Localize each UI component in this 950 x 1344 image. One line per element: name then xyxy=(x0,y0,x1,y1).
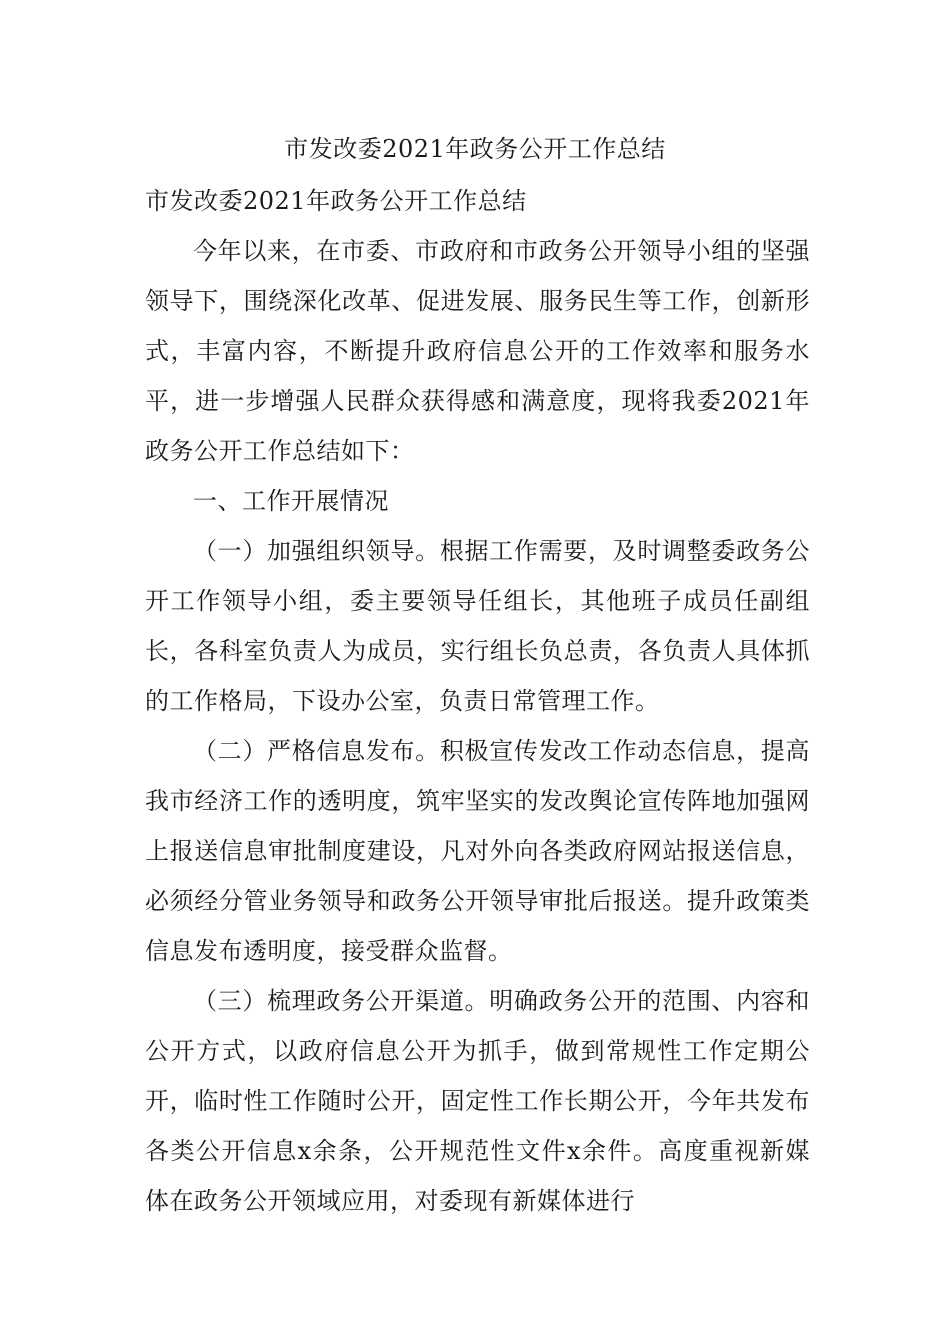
paragraph-information-release: （二）严格信息发布。积极宣传发改工作动态信息，提高我市经济工作的透明度，筑牢坚实的发改舆论宣传阵地加强网上报送信息审批制度建设，凡对外向各类政府网站报送信息，必须经分管业务领导和政务公开领导审批后报送。提升政策类信息发布透明度，接受群众监督。 xyxy=(145,737,810,965)
section-heading: 一、工作开展情况 xyxy=(193,487,389,515)
document-subtitle: 市发改委2021年政务公开工作总结 xyxy=(145,187,527,215)
paragraph-organization: （一）加强组织领导。根据工作需要，及时调整委政务公开工作领导小组，委主要领导任组长，其他班子成员任副组长，各科室负责人为成员，实行组长负总责，各负责人具体抓的工作格局，下设办公室，负责日常管理工作。 xyxy=(145,537,810,715)
paragraph-channels: （三）梳理政务公开渠道。明确政务公开的范围、内容和公开方式，以政府信息公开为抓手，做到常规性工作定期公开，临时性工作随时公开，固定性工作长期公开，今年共发布各类公开信息x余条，公开规范性文件x余件。高度重视新媒体在政务公开领域应用，对委现有新媒体进行 xyxy=(145,987,810,1215)
intro-paragraph: 今年以来，在市委、市政府和市政务公开领导小组的坚强领导下，围绕深化改革、促进发展、服务民生等工作，创新形式，丰富内容，不断提升政府信息公开的工作效率和服务水平，进一步增强人民群众获得感和满意度，现将我委2021年政务公开工作总结如下： xyxy=(145,237,810,465)
document-body xyxy=(145,176,810,1226)
document-title: 市发改委2021年政务公开工作总结 xyxy=(284,135,666,163)
